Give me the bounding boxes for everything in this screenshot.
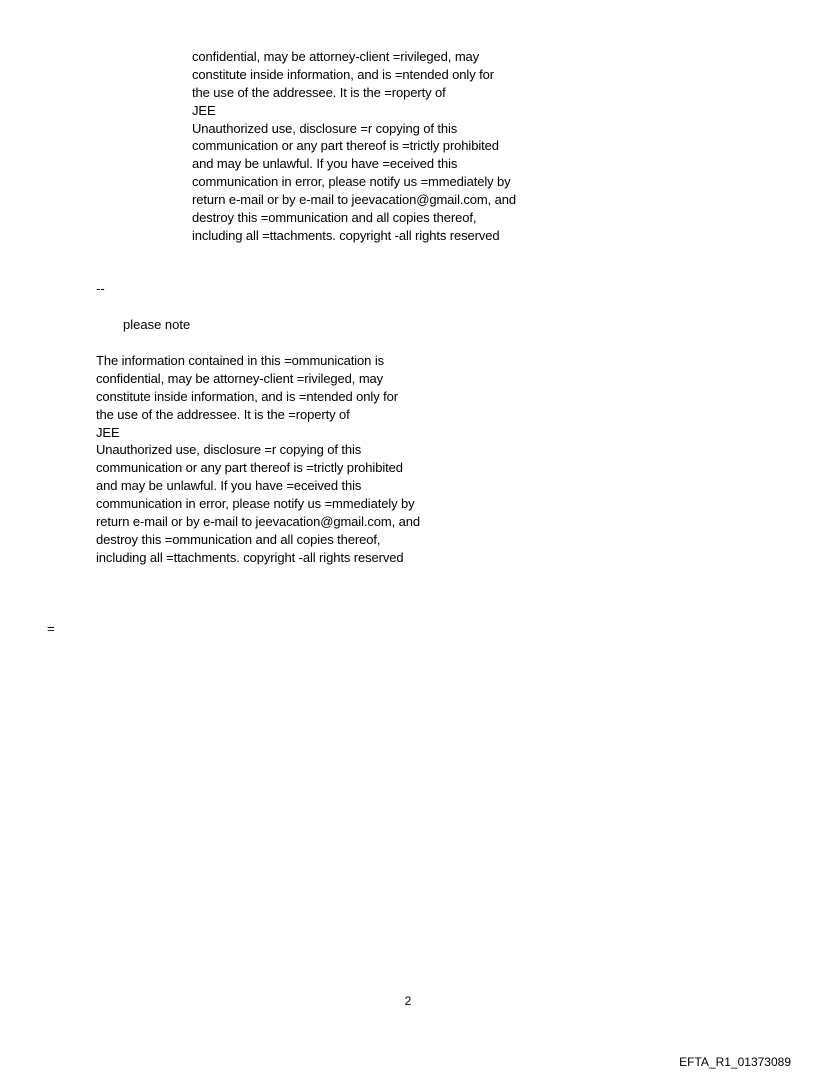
please-note-text: please note [123, 317, 191, 332]
disclaimer-line: The information contained in this =ommunication is [96, 353, 385, 368]
disclaimer-line: Unauthorized use, disclosure =r copying of this [192, 120, 458, 136]
disclaimer-line: including all =ttachments. copyright -all rights reserved [192, 227, 500, 243]
quoted-disclaimer [192, 48, 516, 245]
document-id: EFTA_R1_01373089 [679, 1055, 791, 1069]
disclaimer-line: confidential, may be attorney-client =rivileged, may [96, 370, 384, 386]
main-disclaimer [96, 352, 420, 567]
disclaimer-line: return e-mail or by e-mail to jeevacation@gmail.com, and [192, 192, 517, 208]
disclaimer-line: JEE [192, 102, 216, 118]
disclaimer-line: return e-mail or by e-mail to jeevacation@gmail.com, and [96, 514, 421, 530]
disclaimer-line: communication in error, please notify us =mmediately by [96, 496, 415, 512]
disclaimer-line: and may be unlawful. If you have =eceived this [192, 156, 458, 172]
disclaimer-line: communication in error, please notify us =mmediately by [192, 174, 511, 190]
disclaimer-line: destroy this =ommunication and all copies thereof, [96, 531, 381, 547]
disclaimer-line: communication or any part thereof is =trictly prohibited [96, 460, 403, 476]
disclaimer-line: JEE [96, 424, 120, 440]
page-number: 2 [404, 994, 412, 1008]
disclaimer-line: including all =ttachments. copyright -all rights reserved [96, 549, 404, 565]
disclaimer-line: Unauthorized use, disclosure =r copying of this [96, 442, 362, 458]
disclaimer-line: constitute inside information, and is =ntended only for [192, 66, 494, 82]
disclaimer-line: the use of the addressee. It is the =roperty of [96, 406, 350, 422]
disclaimer-line: communication or any part thereof is =trictly prohibited [192, 138, 499, 154]
equals-mark: = [47, 621, 55, 636]
disclaimer-line: and may be unlawful. If you have =eceived this [96, 478, 362, 494]
disclaimer-line: the use of the addressee. It is the =roperty of [192, 84, 446, 100]
disclaimer-line: constitute inside information, and is =ntended only for [96, 388, 398, 404]
signature-separator: -- [96, 281, 105, 296]
disclaimer-line: confidential, may be attorney-client =rivileged, may [192, 49, 480, 64]
disclaimer-line: destroy this =ommunication and all copies thereof, [192, 210, 477, 226]
